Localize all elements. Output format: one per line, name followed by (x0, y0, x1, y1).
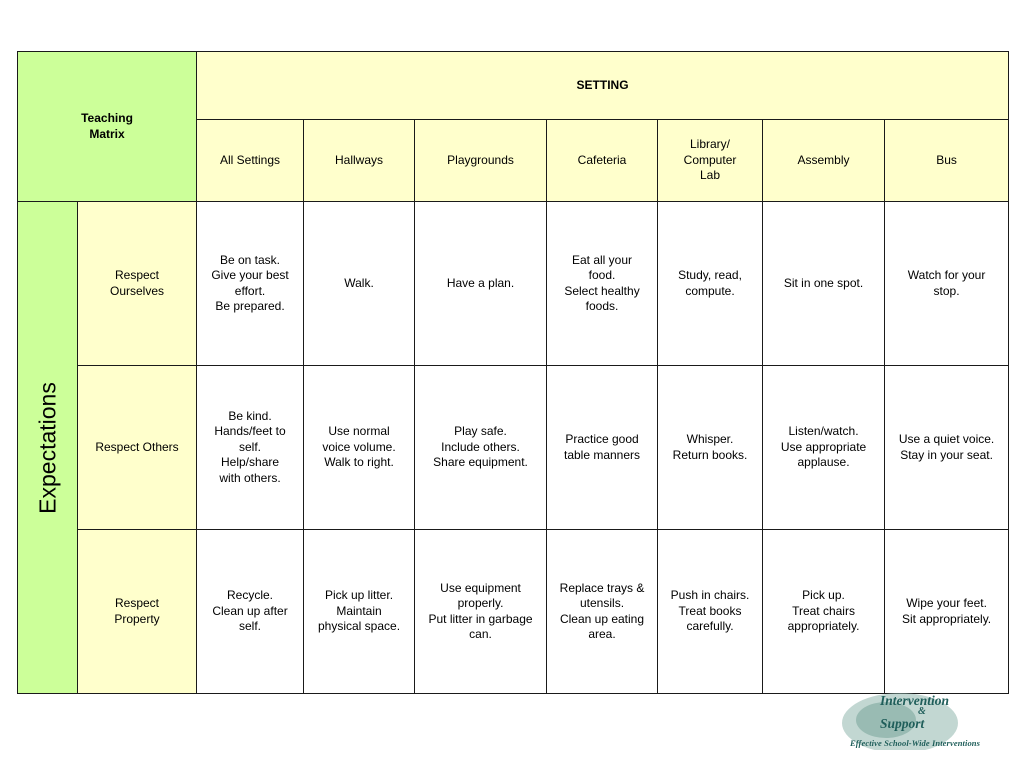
matrix-cell: Watch for your stop. (885, 202, 1009, 366)
matrix-cell: Eat all your food. Select healthy foods. (547, 202, 658, 366)
logo-line-support: Support (880, 716, 925, 731)
setting-header: SETTING (197, 52, 1009, 120)
matrix-cell: Use equipment properly. Put litter in garbage can. (415, 530, 547, 694)
matrix-cell: Pick up. Treat chairs appropriately. (763, 530, 885, 694)
matrix-cell: Walk. (304, 202, 415, 366)
matrix-cell: Push in chairs. Treat books carefully. (658, 530, 763, 694)
setting-library-computer-lab: Library/ Computer Lab (658, 120, 763, 202)
table-row (18, 366, 1009, 530)
matrix-cell: Whisper. Return books. (658, 366, 763, 530)
setting-hallways: Hallways (304, 120, 415, 202)
logo-wordmark (880, 694, 1020, 730)
matrix-cell: Play safe. Include others. Share equipment. (415, 366, 547, 530)
matrix-cell: Listen/watch. Use appropriate applause. (763, 366, 885, 530)
matrix-cell: Study, read, compute. (658, 202, 763, 366)
matrix-cell: Be kind. Hands/feet to self. Help/share with others. (197, 366, 304, 530)
matrix-cell: Recycle. Clean up after self. (197, 530, 304, 694)
matrix-cell: Use a quiet voice. Stay in your seat. (885, 366, 1009, 530)
matrix-cell: Use normal voice volume. Walk to right. (304, 366, 415, 530)
expectation-respect-others: Respect Others (78, 366, 197, 530)
matrix-cell: Have a plan. (415, 202, 547, 366)
matrix-cell: Practice good table manners (547, 366, 658, 530)
setting-bus: Bus (885, 120, 1009, 202)
logo-line-ampersand: & (918, 706, 926, 717)
matrix-cell: Replace trays & utensils. Clean up eating area. (547, 530, 658, 694)
expectation-respect-property: Respect Property (78, 530, 197, 694)
matrix-cell: Pick up litter. Maintain physical space. (304, 530, 415, 694)
matrix-cell: Sit in one spot. (763, 202, 885, 366)
table-row (18, 202, 1009, 366)
setting-all-settings: All Settings (197, 120, 304, 202)
setting-playgrounds: Playgrounds (415, 120, 547, 202)
expectations-label-text: Expectations (33, 381, 60, 514)
logo-line-intervention: Intervention (880, 693, 950, 708)
matrix-title: Teaching Matrix (18, 52, 197, 202)
logo-tagline: Effective School-Wide Interventions (850, 738, 981, 748)
table-row (18, 530, 1009, 694)
setting-assembly: Assembly (763, 120, 885, 202)
teaching-matrix-table (17, 51, 1009, 694)
expectation-respect-ourselves: Respect Ourselves (78, 202, 197, 366)
matrix-cell: Wipe your feet. Sit appropriately. (885, 530, 1009, 694)
expectations-label (18, 202, 78, 694)
matrix-cell: Be on task. Give your best effort. Be prepared. (197, 202, 304, 366)
setting-cafeteria: Cafeteria (547, 120, 658, 202)
